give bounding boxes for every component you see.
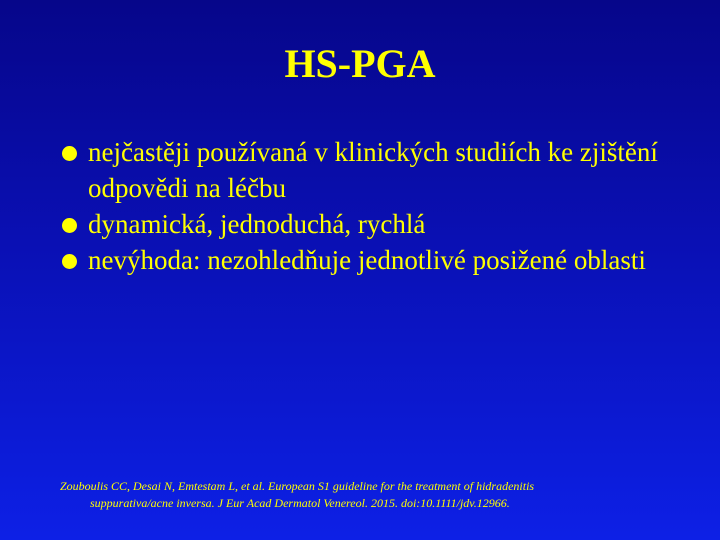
bullet-item [62,206,682,242]
bullet-dot-icon [62,146,77,161]
bullet-text: nejčastěji používaná v klinických studiích ke zjištění odpovědi na léčbu [88,137,658,203]
reference-line: suppurativa/acne inversa. J Eur Acad Dermatol Venereol. 2015. doi:10.1111/jdv.12966. [90,496,510,510]
bullet-text: dynamická, jednoduchá, rychlá [88,209,426,239]
slide-title: HS-PGA [284,41,436,86]
bullet-dot-icon [62,218,77,233]
bullet-list [62,134,682,278]
reference-citation [60,478,680,512]
bullet-item [62,134,682,206]
bullet-item [62,242,682,278]
reference-line: Zouboulis CC, Desai N, Emtestam L, et al. European S1 guideline for the treatment of hidradenitis [60,479,535,493]
bullet-dot-icon [62,254,77,269]
bullet-text: nevýhoda: nezohledňuje jednotlivé posižené oblasti [88,245,646,275]
